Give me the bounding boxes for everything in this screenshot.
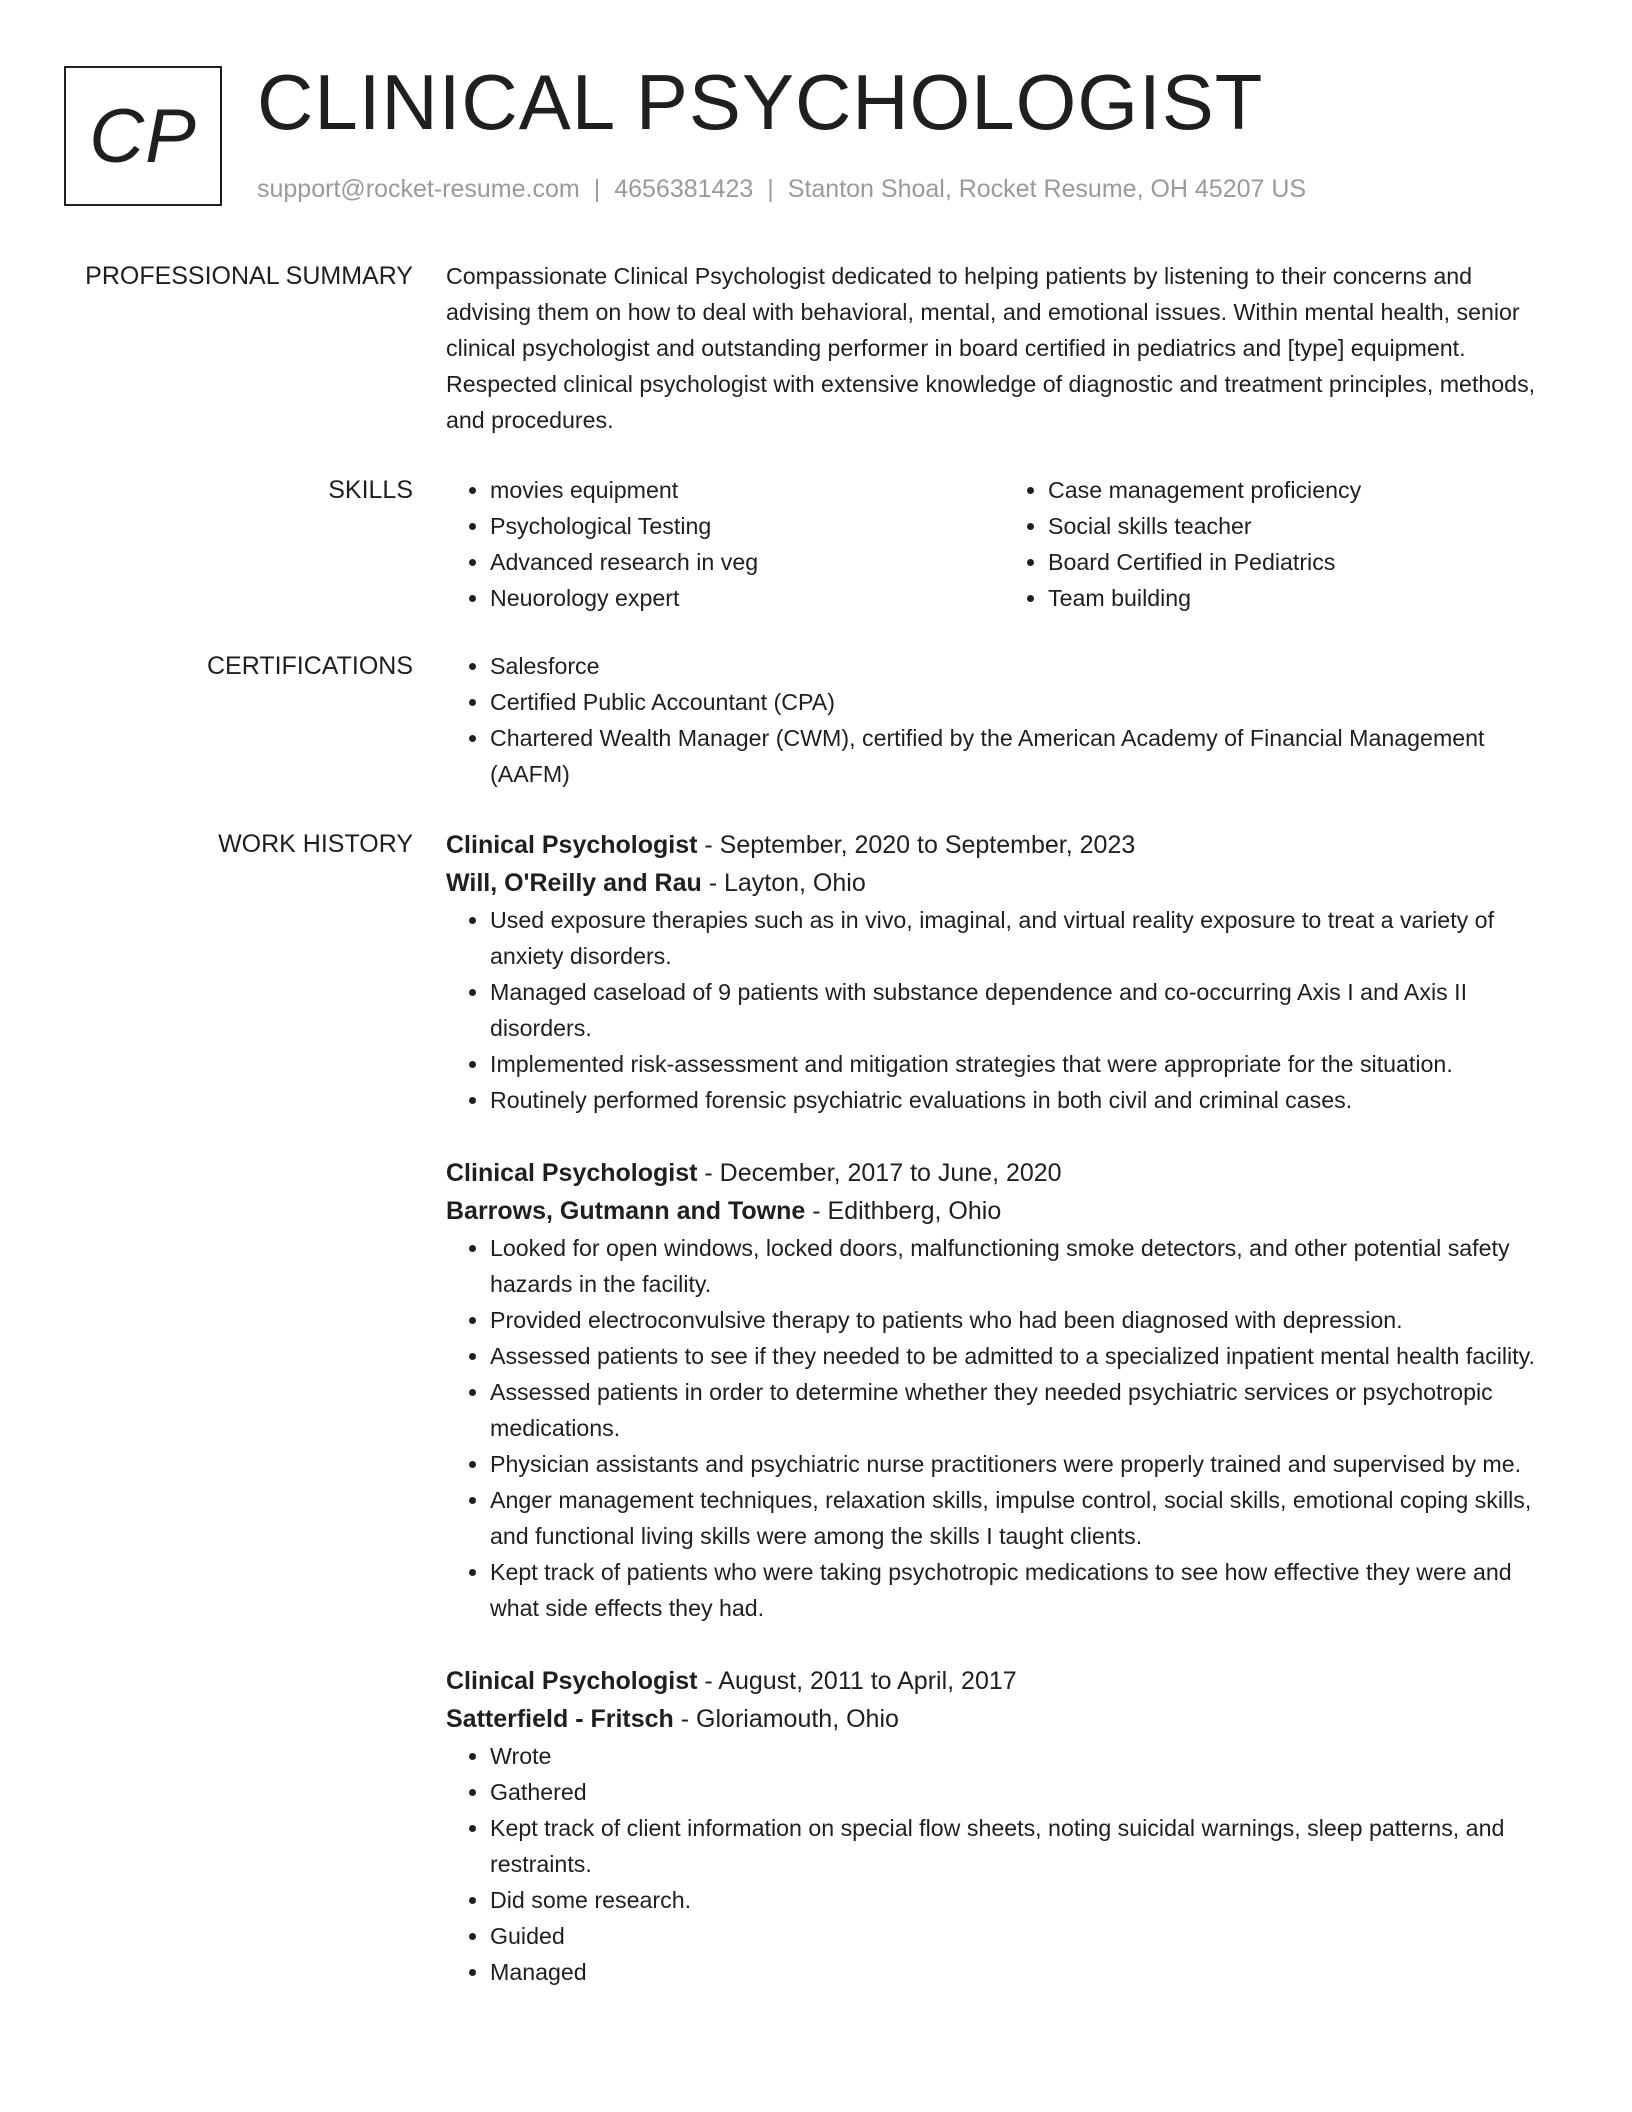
job-bullet: • Implemented risk-assessment and mitigation strategies that were appropriate for the situation. — [490, 1046, 1562, 1082]
skill-item: • Neuorology expert — [490, 580, 1004, 616]
skill-item: • Psychological Testing — [490, 508, 1004, 544]
job-location: - Edithberg, Ohio — [805, 1197, 1002, 1225]
skill-item: • Board Certified in Pediatrics — [1048, 544, 1562, 580]
job-location: - Gloriamouth, Ohio — [673, 1705, 899, 1733]
job-bullet: • Assessed patients to see if they needed to be admitted to a specialized inpatient mental health facility. — [490, 1338, 1562, 1374]
job-bullet: • Looked for open windows, locked doors, malfunctioning smoke detectors, and other potential safety hazards in the facility. — [490, 1230, 1562, 1302]
section-heading: CERTIFICATIONS — [206, 652, 413, 680]
certification-item: • Chartered Wealth Manager (CWM), certified by the American Academy of Financial Management (AAFM) — [490, 720, 1562, 792]
contact-separator: | — [767, 175, 774, 203]
job-title-line — [446, 1662, 1562, 1700]
job-title: Clinical Psychologist — [446, 1667, 698, 1695]
job-title-line — [446, 826, 1562, 864]
monogram-box — [64, 66, 222, 206]
job-bullet: • Kept track of client information on special flow sheets, noting suicidal warnings, sleep patterns, and restraints. — [490, 1810, 1562, 1882]
contact-email[interactable]: support@rocket-resume.com — [257, 175, 580, 203]
job-company-line — [446, 1700, 1562, 1738]
job-company: Will, O'Reilly and Rau — [446, 869, 702, 897]
section-heading: PROFESSIONAL SUMMARY — [85, 262, 413, 290]
job-entry — [446, 1154, 1562, 1626]
skill-item: • Case management proficiency — [1048, 472, 1562, 508]
job-bullet: • Kept track of patients who were taking psychotropic medications to see how effective they were and what side effects they had. — [490, 1554, 1562, 1626]
certification-item: • Salesforce — [490, 648, 1562, 684]
certifications-list — [446, 648, 1562, 792]
job-bullet: • Provided electroconvulsive therapy to patients who had been diagnosed with depression. — [490, 1302, 1562, 1338]
job-title-line — [446, 1154, 1562, 1192]
contact-address: Stanton Shoal, Rocket Resume, OH 45207 US — [787, 175, 1307, 203]
job-entry — [446, 1662, 1562, 1990]
job-company-line — [446, 1192, 1562, 1230]
certification-item: • Certified Public Accountant (CPA) — [490, 684, 1562, 720]
job-bullet: • Anger management techniques, relaxation skills, impulse control, social skills, emotional coping skills, and functional living skills were among the skills I taught clients. — [490, 1482, 1562, 1554]
job-title: Clinical Psychologist — [446, 1159, 698, 1187]
contact-line — [257, 172, 1306, 206]
skill-item: • Team building — [1048, 580, 1562, 616]
job-bullets — [446, 1738, 1562, 1990]
job-company-line — [446, 864, 1562, 902]
job-bullet: • Assessed patients in order to determine whether they needed psychiatric services or psychotropic medications. — [490, 1374, 1562, 1446]
skills-list-left — [446, 472, 1004, 616]
section-heading: WORK HISTORY — [218, 830, 413, 858]
job-bullet: • Managed caseload of 9 patients with substance dependence and co-occurring Axis I and Axis II disorders. — [490, 974, 1562, 1046]
job-bullet: • Wrote — [490, 1738, 1562, 1774]
job-bullet: • Gathered — [490, 1774, 1562, 1810]
job-bullet: • Did some research. — [490, 1882, 1562, 1918]
job-bullet: • Used exposure therapies such as in vivo, imaginal, and virtual reality exposure to treat a variety of anxiety disorders. — [490, 902, 1562, 974]
skills-grid — [446, 472, 1562, 616]
job-bullet: • Physician assistants and psychiatric nurse practitioners were properly trained and supervised by me. — [490, 1446, 1562, 1482]
resume-title: CLINICAL PSYCHOLOGIST — [257, 58, 1264, 146]
skill-item: • Advanced research in veg — [490, 544, 1004, 580]
job-bullet: • Routinely performed forensic psychiatric evaluations in both civil and criminal cases. — [490, 1082, 1562, 1118]
skills-list-right — [1004, 472, 1562, 616]
summary-body — [446, 258, 1562, 438]
job-title: Clinical Psychologist — [446, 831, 698, 859]
contact-separator: | — [593, 175, 601, 203]
contact-phone[interactable]: 4656381423 — [614, 175, 754, 203]
job-company: Satterfield - Fritsch — [446, 1705, 674, 1733]
job-dates: - September, 2020 to September, 2023 — [697, 831, 1136, 859]
job-dates: - August, 2011 to April, 2017 — [697, 1667, 1017, 1695]
certifications-body — [446, 648, 1562, 792]
skill-item: • movies equipment — [490, 472, 1004, 508]
job-bullets — [446, 1230, 1562, 1626]
job-bullet: • Guided — [490, 1918, 1562, 1954]
job-entry — [446, 826, 1562, 1118]
job-bullets — [446, 902, 1562, 1118]
job-location: - Layton, Ohio — [701, 869, 866, 897]
monogram-initials: CP — [89, 93, 197, 179]
summary-text: Compassionate Clinical Psychologist dedicated to helping patients by listening to their concerns and advising them on how to deal with behavioral, mental, and emotional issues. Within mental health, senior clinical psychologist and outstanding performer in board certified in pediatrics and [type] equipment. Respected clinical psychologist with extensive knowledge of diagnostic and treatment principles, methods, and procedures. — [446, 263, 1536, 433]
section-heading: SKILLS — [328, 476, 413, 504]
job-company: Barrows, Gutmann and Towne — [446, 1197, 806, 1225]
job-dates: - December, 2017 to June, 2020 — [697, 1159, 1062, 1187]
skill-item: • Social skills teacher — [1048, 508, 1562, 544]
job-bullet: • Managed — [490, 1954, 1562, 1990]
work-body — [446, 826, 1562, 1990]
